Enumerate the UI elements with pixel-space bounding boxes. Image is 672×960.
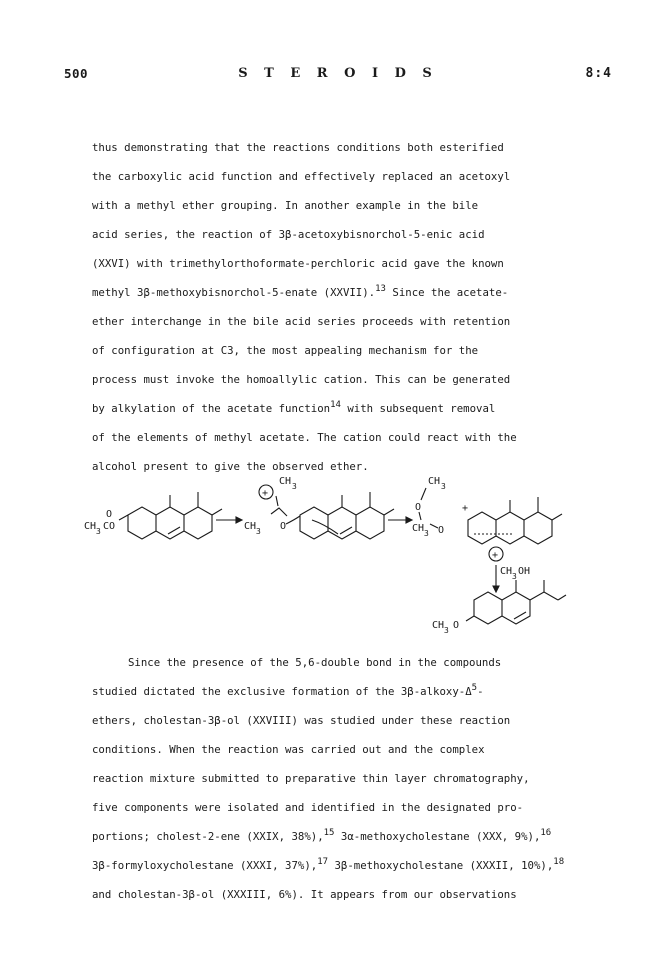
subscript: 3 <box>512 572 517 581</box>
ring-a <box>474 592 502 624</box>
ring-a <box>468 512 496 544</box>
reference-superscript: 15 <box>323 828 335 838</box>
subscript: 3 <box>256 527 261 536</box>
text-line: the carboxylic acid function and effectively replaced an acetoxyl <box>92 170 511 183</box>
text-line: ethers, cholestan-3β-ol (XXVIII) was studied under these reaction <box>92 714 511 727</box>
text-segment: - <box>477 685 484 698</box>
text-line: Since the presence of the 5,6-double bond in the compounds <box>128 656 502 669</box>
text-line: with a methyl ether grouping. In another example in the bile <box>92 199 479 212</box>
molecule-methyl-acetate <box>412 476 468 538</box>
carbonyl-o-label: O <box>106 509 113 520</box>
subscript: 3 <box>96 527 101 536</box>
acetyl-ch-label: CH <box>412 523 425 534</box>
carbonyl-o-label: O <box>438 525 445 536</box>
text-line: thus demonstrating that the reactions conditions both esterified <box>92 141 504 154</box>
text-line <box>92 394 592 423</box>
text-line: of configuration at C3, the most appealing mechanism for the <box>92 344 479 357</box>
reaction-arrow-down <box>493 565 530 592</box>
text-line <box>92 278 592 307</box>
text-line: alcohol present to give the observed ether. <box>92 460 369 473</box>
text-line <box>92 851 592 880</box>
ether-o-label: O <box>415 502 422 513</box>
charge-label: + <box>492 550 499 561</box>
text-line: conditions. When the reaction was carried out and the complex <box>92 743 485 756</box>
text-line: ether interchange in the bile acid series proceeds with retention <box>92 315 511 328</box>
running-header <box>64 66 612 84</box>
text-line <box>92 677 592 706</box>
subscript: 3 <box>424 529 429 538</box>
text-line: of the elements of methyl acetate. The cation could react with the <box>92 431 517 444</box>
subscript: 3 <box>292 482 297 491</box>
double-bond <box>168 527 180 534</box>
reagent-oh-label: OH <box>518 566 531 577</box>
text-segment: 3β-methoxycholestane (XXXII, 10%), <box>328 859 554 872</box>
methyl-label: CH <box>279 476 292 487</box>
acetyl-ch-label: CH <box>244 521 257 532</box>
superscript: 5 <box>471 683 478 693</box>
acetyl-co-label: CO <box>103 521 116 532</box>
text-segment: 3α-methoxycholestane (XXX, 9%), <box>334 830 541 843</box>
subscript: 3 <box>441 482 446 491</box>
ring-c <box>356 507 384 539</box>
paragraph-1 <box>92 133 592 481</box>
ring-b <box>156 507 184 539</box>
reference-superscript: 17 <box>317 857 329 867</box>
electron-arrow <box>286 516 300 524</box>
reference-superscript: 14 <box>330 400 341 410</box>
ring-b <box>328 507 356 539</box>
text-line: acid series, the reaction of 3β-acetoxybisnorchol-5-enic acid <box>92 228 485 241</box>
ester-o-label: O <box>280 521 287 532</box>
reference-superscript: 18 <box>553 857 565 867</box>
reaction-arrow <box>216 517 242 523</box>
ring-b <box>496 512 524 544</box>
reaction-arrow <box>388 517 412 523</box>
text-segment: by alkylation of the acetate function <box>92 402 331 415</box>
text-segment: 3β-formyloxycholestane (XXXI, 37%), <box>92 859 318 872</box>
ring-c <box>530 592 558 600</box>
methyl-label: CH <box>428 476 441 487</box>
molecule-acetate <box>84 492 222 539</box>
text-line: reaction mixture submitted to preparative thin layer chromatography, <box>92 772 530 785</box>
acetyl-ch-label: CH <box>84 521 97 532</box>
text-line <box>92 822 592 851</box>
text-line: and cholestan-3β-ol (XXXIII, 6%). It appears from our observations <box>92 888 517 901</box>
text-line: (XXVI) with trimethylorthoformate-perchloric acid gave the known <box>92 257 504 270</box>
charge-label: + <box>262 488 269 499</box>
text-segment: studied dictated the exclusive formation of the 3β-alkoxy-Δ <box>92 685 472 698</box>
side-chain-bond <box>212 509 222 515</box>
text-segment: portions; cholest-2-ene (XXIX, 38%), <box>92 830 324 843</box>
plus-sign: + <box>462 503 469 514</box>
methyl-ch-label: CH <box>432 620 445 631</box>
text-segment: Since the acetate- <box>385 286 509 299</box>
ring-a <box>300 507 328 539</box>
acyl-bond <box>271 508 287 516</box>
text-line: process must invoke the homoallylic cation. This can be generated <box>92 373 511 386</box>
molecule-intermediate <box>244 476 394 539</box>
reference-superscript: 13 <box>375 284 386 294</box>
ring-b <box>502 592 530 624</box>
journal-title: S T E R O I D S <box>238 66 438 81</box>
molecule-product <box>432 580 566 635</box>
ring-c <box>184 507 212 539</box>
ring-a <box>128 507 156 539</box>
homoallylic-arrow <box>312 520 338 534</box>
text-segment: with subsequent removal <box>340 402 496 415</box>
page-number: 500 <box>64 66 89 81</box>
molecule-cation <box>468 497 562 561</box>
issue-number: 8:4 <box>585 66 612 81</box>
ether-o-label: O <box>453 620 460 631</box>
paragraph-2 <box>92 648 592 909</box>
text-line: five components were isolated and identified in the designated pro- <box>92 801 524 814</box>
reference-superscript: 16 <box>540 828 552 838</box>
ester-bond <box>119 515 128 520</box>
reaction-scheme <box>76 462 576 642</box>
ring-c <box>524 512 552 544</box>
text-segment: methyl 3β-methoxybisnorchol-5-enate (XXVII). <box>92 286 376 299</box>
reagent-ch-label: CH <box>500 566 513 577</box>
subscript: 3 <box>444 626 449 635</box>
